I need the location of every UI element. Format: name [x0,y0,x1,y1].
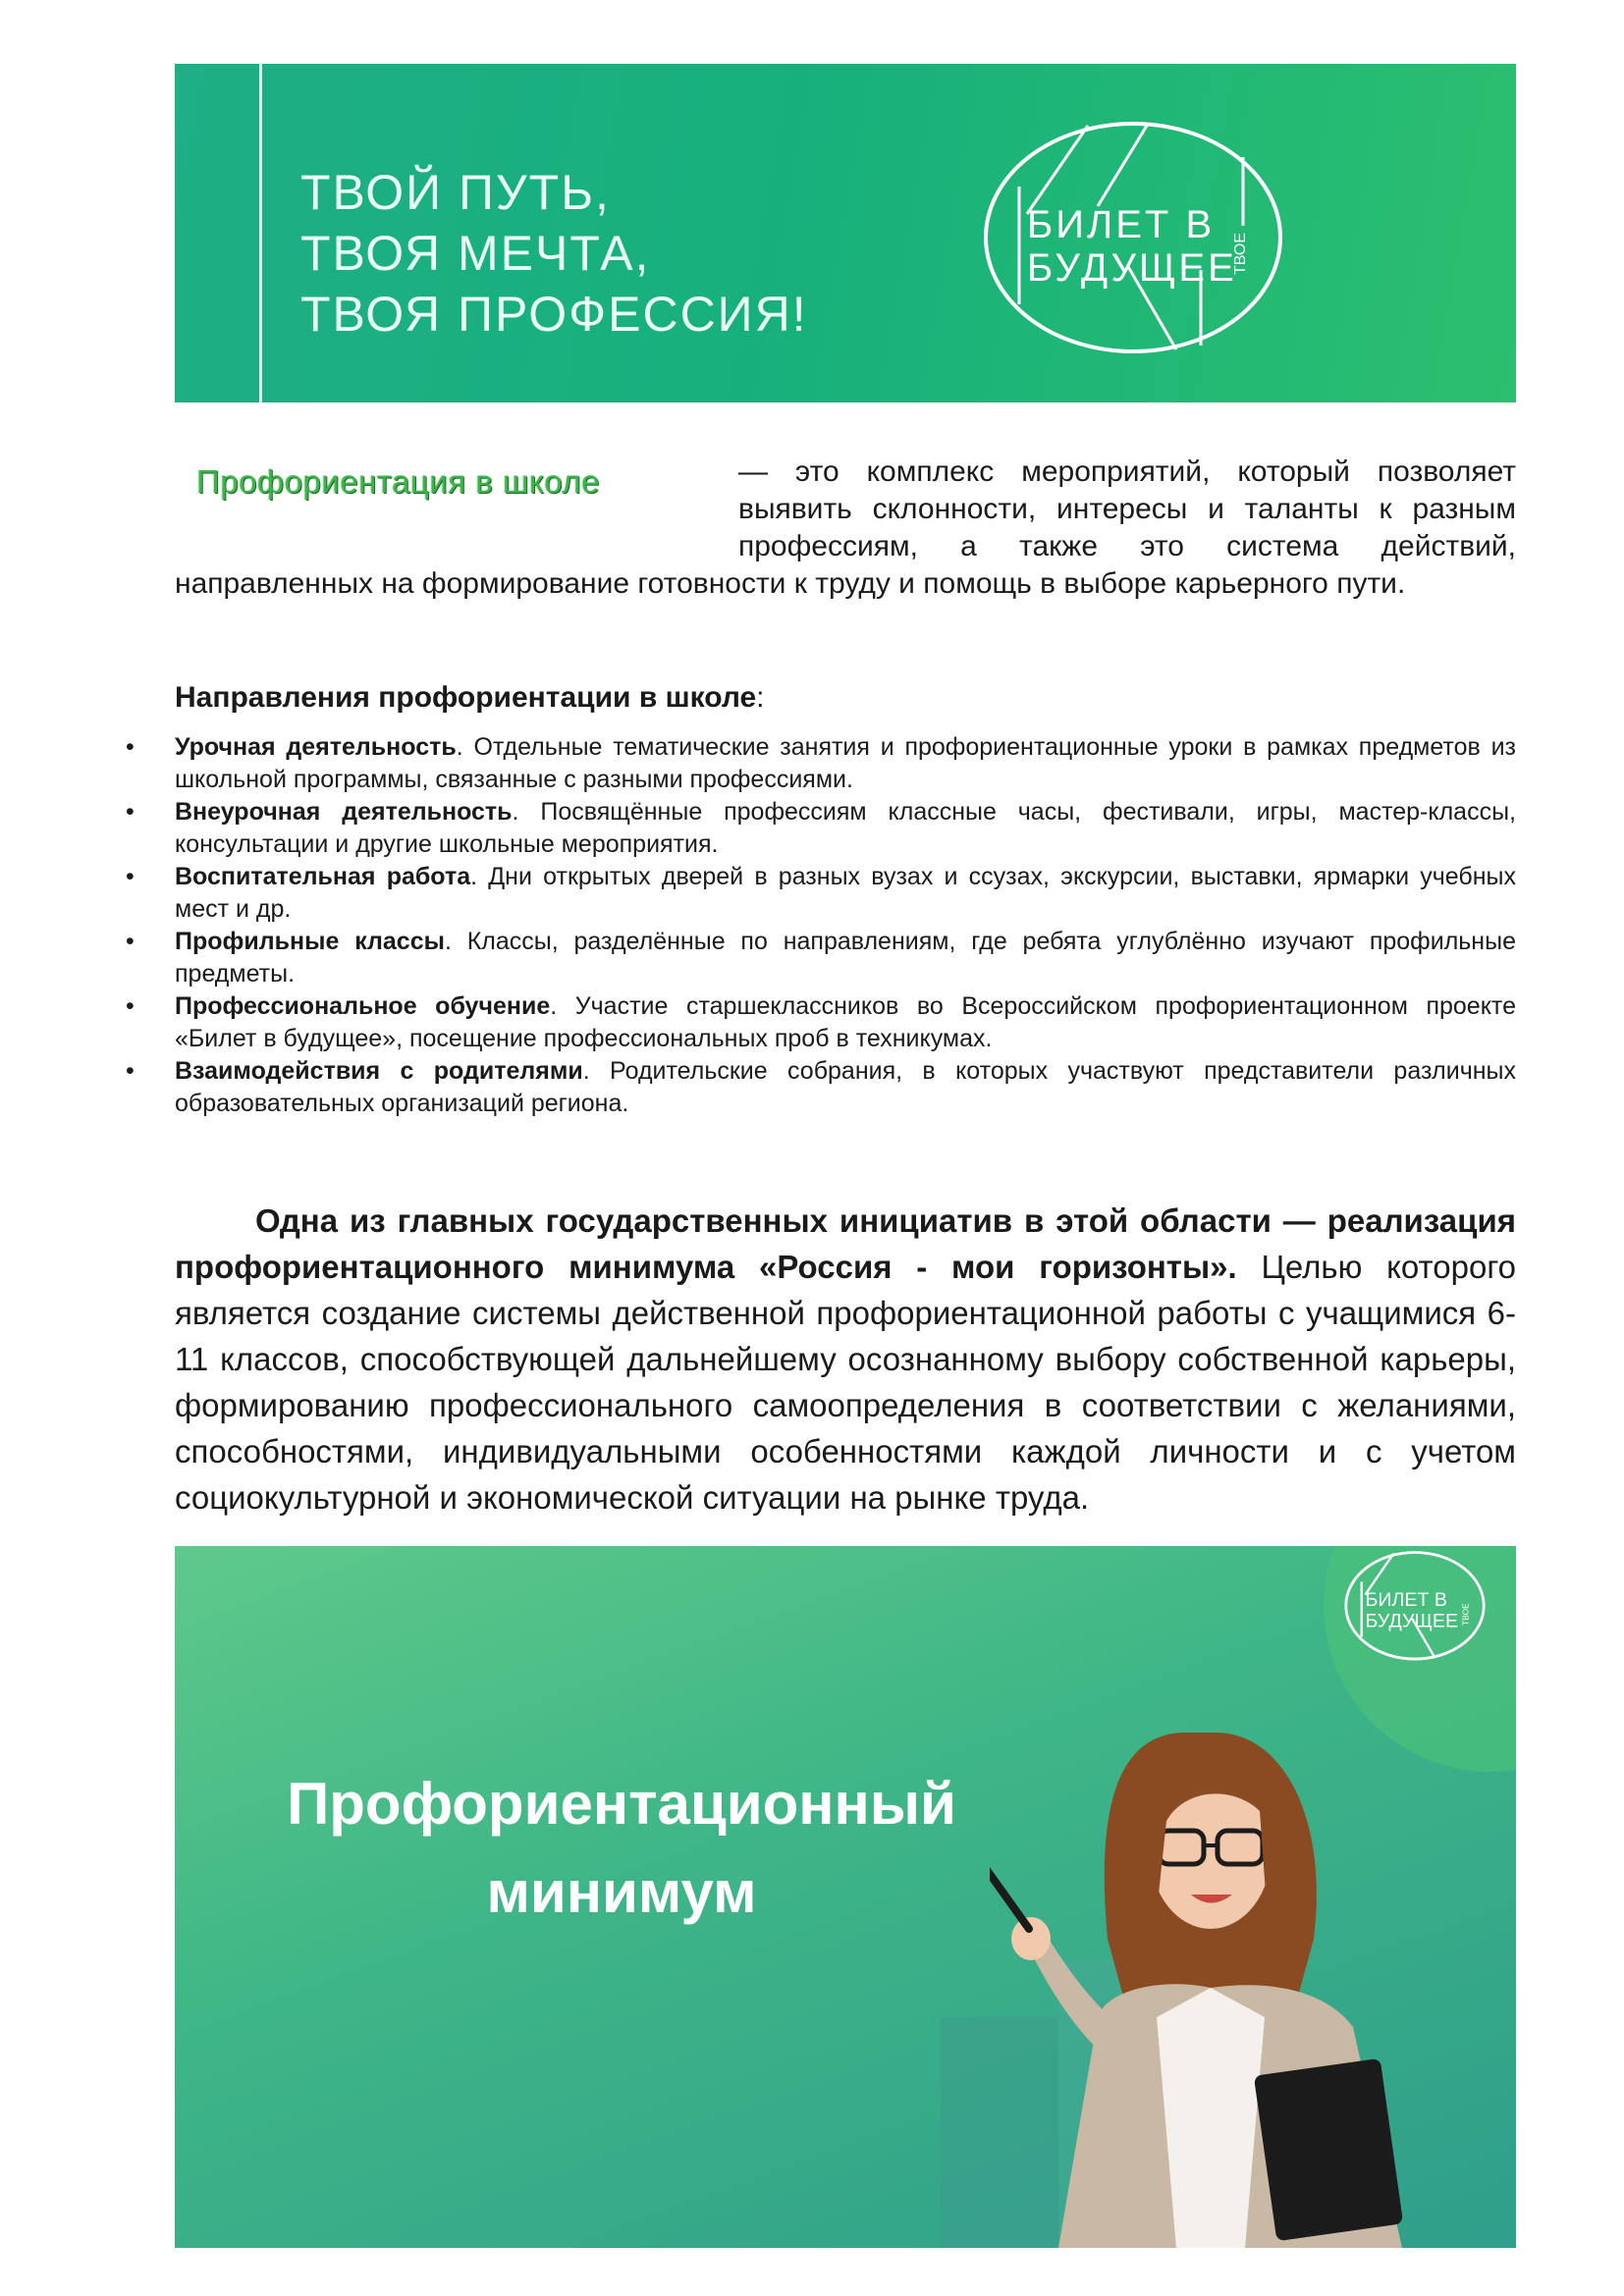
list-item-text: . Участие старшеклассников во Всероссийском профориентационном проекте «Билет в будущее», посещение профессиональных проб в техникумах. [175,992,1516,1052]
list-item-term: Воспитательная работа [175,863,471,890]
bullet-icon: • [126,733,135,761]
banner-slogan [300,162,808,345]
svg-text:БИЛЕТ В: БИЛЕТ В [1365,1588,1448,1611]
svg-text:БУДУЩЕЕ: БУДУЩЕЕ [1365,1610,1459,1632]
list-item-text: . Дни открытых дверей в разных вузах и ссузах, экскурсии, выставки, ярмарки учебных мест и др. [175,863,1516,923]
bilet-v-budushchee-logo [1343,1548,1487,1664]
directions-title-suffix: : [756,681,765,714]
svg-text:БИЛЕТ В: БИЛЕТ В [1027,203,1216,246]
list-item-text: . Классы, разделённые по направлениям, где ребята углублённо изучают профильные предметы. [175,928,1516,988]
banner-heading-line: Профориентационный [287,1771,956,1837]
bottom-banner [175,1546,1516,2248]
initiative-text: Целью которого является создание системы действенной профориентационной работы с учащимися 6-11 классов, способствующей дальнейшему осознанному выбору собственной карьеры, формированию профессионального самоопределения в соответствии с желаниями, способностями, индивидуальными особенностями каждой личности и с учетом социокультурной и экономической ситуации на рынке труда. [175,1249,1517,1516]
list-item [126,731,1516,796]
list-item-text: . Родительские собрания, в которых участвуют представители различных образовательных организаций региона. [175,1057,1516,1117]
banner-heading [268,1760,975,1937]
list-item [126,1055,1516,1120]
intro-text-rest: направленных на формирование готовности к труду и помощь в выборе карьерного пути. [175,567,1406,600]
svg-text:ТВОЕ: ТВОЕ [1460,1603,1471,1626]
list-item [126,796,1516,861]
banner-heading-line: минимум [486,1859,757,1925]
directions-title-text: Направления профориентации в школе [175,681,757,714]
list-item-text: . Посвящённые профессиям классные часы, фестивали, игры, мастер-классы, консультации и другие школьные мероприятия. [175,798,1516,858]
bilet-v-budushchee-logo [980,118,1286,358]
list-item [126,861,1516,926]
list-item-term: Внеурочная деятельность [175,798,513,826]
initiative-paragraph [175,1198,1516,1521]
svg-text:ТВОЕ: ТВОЕ [1232,232,1249,275]
svg-text:БУДУЩЕЕ: БУДУЩЕЕ [1027,246,1237,290]
presenter-illustration [990,1693,1500,2248]
list-item-term: Урочная деятельность [175,733,457,761]
bullet-icon: • [126,863,135,890]
slogan-line: ТВОЙ ПУТЬ, [300,165,611,220]
intro-text-right: — это комплекс мероприятий, который позволяет выявить склонности, интересы и таланты к разным профессиям, а также это система действий, [738,455,1516,562]
slogan-line: ТВОЯ ПРОФЕССИЯ! [300,287,808,342]
directions-list [126,731,1516,1120]
directions-title [175,679,765,717]
list-item-term: Профессиональное обучение [175,992,551,1020]
list-item [126,990,1516,1055]
bullet-icon: • [126,798,135,826]
list-item [126,926,1516,990]
bullet-icon: • [126,992,135,1020]
initiative-bold: Одна из главных государственных инициатив в этой области — реализация профориентационного минимума «Россия - мои горизонты». [175,1202,1516,1285]
top-banner [175,64,1516,402]
banner-divider [259,64,262,402]
list-item-term: Взаимодействия с родителями [175,1057,583,1085]
bullet-icon: • [126,1057,135,1085]
list-item-term: Профильные классы [175,928,445,955]
list-item-text: . Отдельные тематические занятия и профориентационные уроки в рамках предметов из школьной программы, связанные с разными профессиями. [175,733,1516,793]
bullet-icon: • [126,928,135,955]
slogan-line: ТВОЯ МЕЧТА, [300,226,651,281]
intro-title: Профориентация в школе [196,463,600,500]
